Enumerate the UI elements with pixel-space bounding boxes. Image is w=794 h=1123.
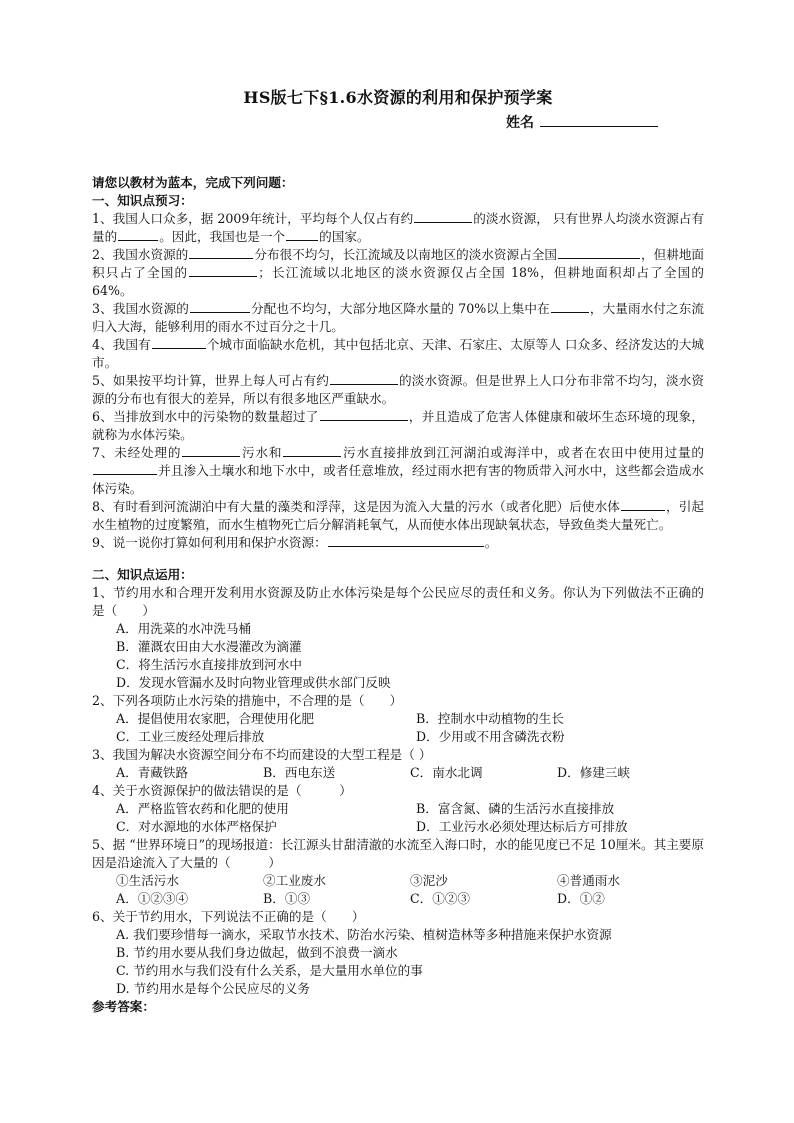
option[interactable]: D．修建三峡 <box>557 765 631 780</box>
s1-question-2: 2、我国水资源的 分布很不均匀，长江流域及以南地区的淡水资源占全国 ，但耕地面积只占了全国的 ；长江流域以北地区的淡水资源仅占全国 18%，但耕地面积却占了全国的 64%。 <box>92 247 705 298</box>
answer-blank[interactable] <box>320 408 408 421</box>
option[interactable]: C．南水北调 <box>410 765 483 780</box>
s2-question-5-stem: 5、据 “世界环境日”的现场报道：长江源头甘甜清澈的水流至入海口时，水的能见度已不足 10厘米。其主要原因是沿途流入了大量的（ ） <box>92 837 704 870</box>
option[interactable]: C．①②③ <box>410 891 471 906</box>
section2-heading: 二、知识点运用： <box>92 567 193 582</box>
s1-question-4: 4、我国有 个城市面临缺水危机，其中包括北京、天津、石家庄、太原等人 口众多、经济发达的大城市。 <box>92 337 704 370</box>
option[interactable]: B. 节约用水要从我们身边做起，做到不浪费一滴水 <box>116 945 398 960</box>
answer-blank[interactable] <box>286 228 318 241</box>
option[interactable]: B．灌溉农田由大水漫灌改为滴灌 <box>116 639 302 654</box>
option[interactable]: B．①③ <box>263 891 311 906</box>
page-title: HS版七下§1.6水资源的利用和保护预学案 <box>243 88 553 107</box>
name-label: 姓名 <box>506 115 534 131</box>
answer-blank[interactable] <box>330 372 398 385</box>
option[interactable]: C．将生活污水直接排放到河水中 <box>116 657 302 672</box>
answer-blank[interactable] <box>189 264 257 277</box>
option[interactable]: B．富含氮、磷的生活污水直接排放 <box>416 801 615 816</box>
answer-blank[interactable] <box>93 462 157 475</box>
option-row <box>92 890 704 908</box>
option-row <box>92 818 704 836</box>
answer-blank[interactable] <box>551 300 589 313</box>
option-row <box>92 728 704 746</box>
s1-question-5: 5、如果按平均计算，世界上每人可占有约 的淡水资源。但是世界上人口分布非常不均匀，淡水资源的分布也有很大的差异，所以有很多地区严重缺水。 <box>92 373 705 406</box>
s2-question-2-stem: 2、下列各项防止水污染的措施中，不合理的是（ ） <box>92 693 403 708</box>
option[interactable]: C．工业三废经处理后排放 <box>116 729 265 744</box>
option-row <box>92 800 704 818</box>
option[interactable]: A．提倡使用农家肥，合理使用化肥 <box>116 711 315 726</box>
s2-question-1-stem: 1、节约用水和合理开发利用水资源及防止水体污染是每个公民应尽的责任和义务。你认为下列做法不正确的是（ ） <box>92 585 704 618</box>
answers-heading: 参考答案： <box>92 999 155 1014</box>
intro-text: 请您以教材为蓝本，完成下列问题： <box>92 175 294 190</box>
answer-blank[interactable] <box>182 444 240 457</box>
s2-question-3-stem: 3、我国为解决水资源空间分布不均而建设的大型工程是（ ） <box>92 747 432 762</box>
item-row <box>92 872 704 890</box>
option[interactable]: C．对水源地的水体严格保护 <box>116 819 277 834</box>
answer-blank[interactable] <box>189 246 253 259</box>
s1-question-7: 7、未经处理的 污水和 污水直接排放到江河湖泊或海洋中，或者在农田中使用过量的并且渗入土壤水和地下水中，或者任意堆放，经过雨水把有害的物质带入河水中，这些都会造成水体污染。 <box>92 445 705 496</box>
answer-blank[interactable] <box>152 336 206 349</box>
s1-question-8: 8、有时看到河流湖泊中有大量的藻类和浮萍，这是因为流入大量的污水（或者化肥）后使水体 ，引起水生植物的过度繁殖，而水生植物死亡后分解消耗氧气，从而使水体出现缺氧状态，导致鱼类大量死亡。 <box>92 499 705 532</box>
option[interactable]: A．严格监管农药和化肥的使用 <box>116 801 289 816</box>
answer-blank[interactable] <box>190 300 250 313</box>
name-blank[interactable] <box>540 112 658 127</box>
s1-question-1: 1、我国人口众多，据 2009年统计，平均每个人仅占有约 的淡水资源， 只有世界人均淡水资源占有量的 。因此，我国也是一个 的国家。 <box>92 211 704 244</box>
name-field <box>92 112 704 132</box>
section1-heading: 一、知识点预习： <box>92 193 193 208</box>
s2-question-6-stem: 6、关于节约用水，下列说法不正确的是（ ） <box>92 909 365 924</box>
option[interactable]: D. 节约用水是每个公民应尽的义务 <box>116 981 310 996</box>
option[interactable]: D．发现水管漏水及时向物业管理或供水部门反映 <box>116 675 391 690</box>
item: ④普通雨水 <box>557 873 620 888</box>
option-row <box>92 764 704 782</box>
item: ②工业废水 <box>263 873 326 888</box>
option[interactable]: B．控制水中动植物的生长 <box>416 711 564 726</box>
option[interactable]: A. 我们要珍惜每一滴水，采取节水技术、防治水污染、植树造林等多种措施来保护水资源 <box>116 927 612 942</box>
answer-blank[interactable] <box>621 498 665 511</box>
answer-blank[interactable] <box>414 210 472 223</box>
s2-question-4-stem: 4、关于水资源保护的做法错误的是（ ） <box>92 783 352 798</box>
option[interactable]: D．工业污水必须处理达标后方可排放 <box>416 819 628 834</box>
s1-question-6: 6、当排放到水中的污染物的数量超过了 ，并且造成了危害人体健康和破坏生态环境的现象，就称为水体污染。 <box>92 409 705 442</box>
item: ③泥沙 <box>410 873 448 888</box>
answer-blank[interactable] <box>558 246 640 259</box>
answer-blank[interactable] <box>118 228 158 241</box>
answer-blank[interactable] <box>283 444 341 457</box>
option[interactable]: A．青藏铁路 <box>116 765 189 780</box>
option-row <box>92 710 704 728</box>
option[interactable]: B．西电东送 <box>263 765 336 780</box>
s1-question-3: 3、我国水资源的 分配也不均匀，大部分地区降水量的 70%以上集中在 ，大量雨水付之东流归入大海，能够利用的雨水不过百分之十几。 <box>92 301 705 334</box>
option[interactable]: D．少用或不用含磷洗衣粉 <box>416 729 565 744</box>
worksheet-page <box>92 88 704 1016</box>
option[interactable]: C. 节约用水与我们没有什么关系，是大量用水单位的事 <box>116 963 423 978</box>
option[interactable]: A．用洗菜的水冲洗马桶 <box>116 621 252 636</box>
s1-question-9: 9、说一说你打算如何利用和保护水资源： 。 <box>92 535 498 550</box>
answer-blank[interactable] <box>328 534 484 547</box>
option[interactable]: A．①②③④ <box>116 891 189 906</box>
item: ①生活污水 <box>116 873 179 888</box>
option[interactable]: D．①② <box>557 891 605 906</box>
